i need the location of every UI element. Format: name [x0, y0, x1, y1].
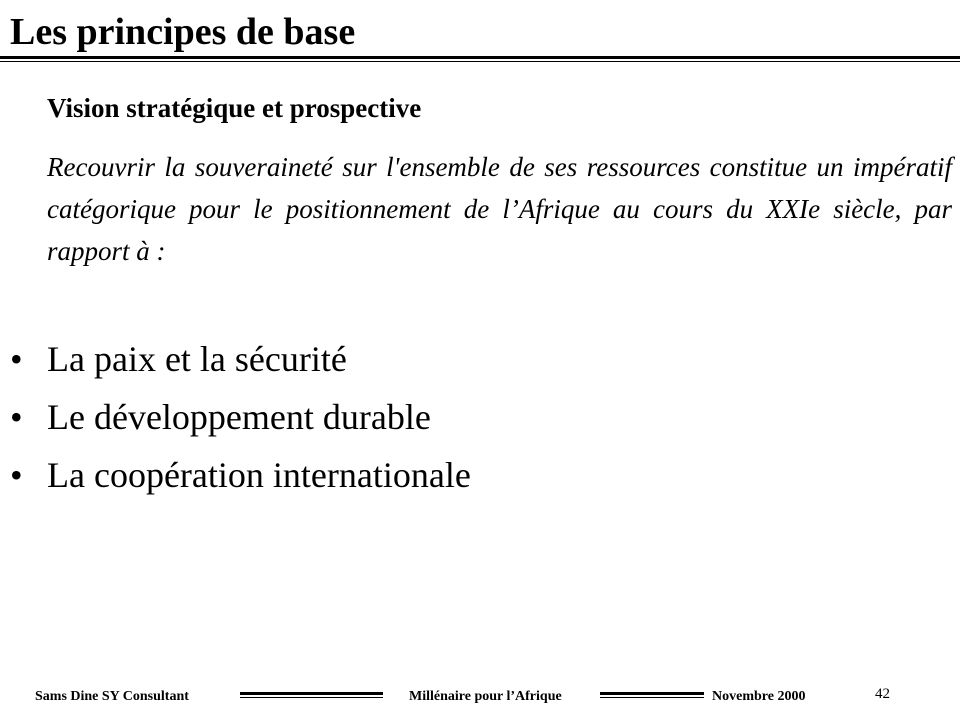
page-number: 42: [875, 686, 890, 702]
list-item-text: La paix et la sécurité: [47, 339, 347, 379]
bullet-list: [10, 330, 471, 504]
footer-divider: [240, 692, 383, 698]
subtitle: Vision stratégique et prospective: [47, 93, 422, 123]
footer-author: Sams Dine SY Consultant: [35, 689, 189, 704]
footer-event: Millénaire pour l’Afrique: [409, 689, 562, 704]
intro-paragraph: Recouvrir la souveraineté sur l'ensemble de ses ressources constitue un impératif catégorique pour le positionnement de l’Afrique au cours du XXIe siècle, par rapport à :: [47, 152, 952, 266]
list-item: [10, 446, 471, 504]
title-underline-thick: [0, 56, 960, 59]
bullet-icon: •: [10, 339, 23, 379]
list-item-text: La coopération internationale: [47, 455, 471, 495]
list-item: [10, 330, 471, 388]
bullet-icon: •: [10, 455, 23, 495]
bullet-icon: •: [10, 397, 23, 437]
footer-divider: [600, 692, 704, 698]
slide-title: Les principes de base: [10, 12, 361, 54]
footer-date: Novembre 2000: [712, 689, 806, 704]
list-item: [10, 388, 471, 446]
list-item-text: Le développement durable: [47, 397, 431, 437]
title-underline-thin: [0, 61, 960, 62]
footer: [0, 686, 960, 710]
